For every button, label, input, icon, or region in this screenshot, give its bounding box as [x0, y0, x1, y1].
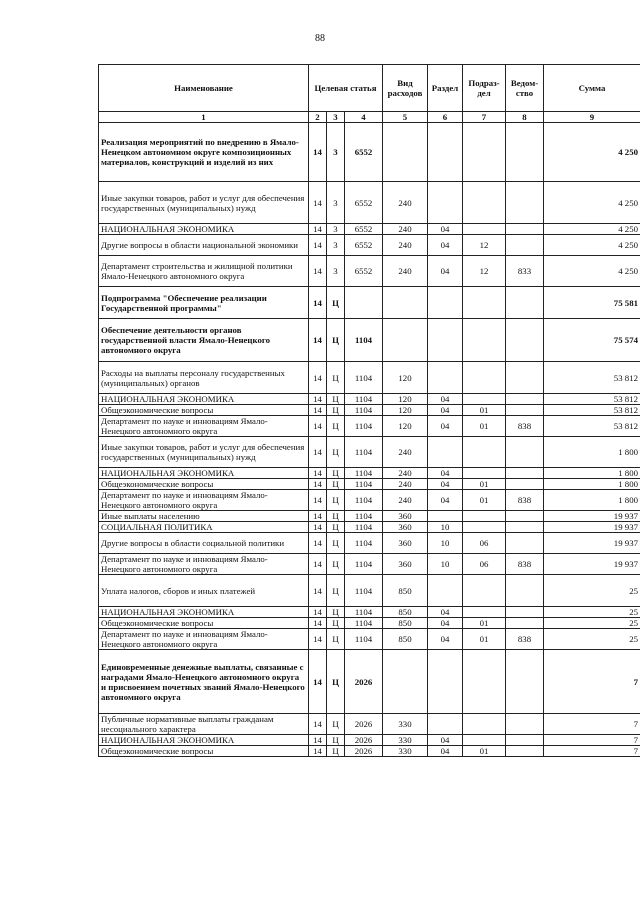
cell-section: 10 [428, 554, 463, 575]
cell-name: Департамент строительства и жилищной политики Ямало-Ненецкого автономного округа [99, 256, 309, 287]
cell-name: Иные выплаты населению [99, 511, 309, 522]
cell-expense-type: 240 [383, 490, 428, 511]
cell-subsection [463, 522, 506, 533]
cell-department: 838 [506, 554, 544, 575]
cell-expense-type: 120 [383, 405, 428, 416]
cell-department [506, 182, 544, 224]
cell-name: Публичные нормативные выплаты гражданам несоциального характера [99, 714, 309, 735]
cell-program: 14 [309, 224, 327, 235]
cell-subprogram: 3 [327, 123, 345, 182]
cell-department [506, 394, 544, 405]
cell-name: Общеэкономические вопросы [99, 746, 309, 757]
cell-department [506, 511, 544, 522]
cell-name: Единовременные денежные выплаты, связанные с наградами Ямало-Ненецкого автономного округа и присвоением почетных званий Ямало-Ненецкого автономного округа [99, 650, 309, 714]
cell-department [506, 479, 544, 490]
column-number: 4 [345, 112, 383, 123]
cell-subsection: 01 [463, 416, 506, 437]
cell-subsection: 01 [463, 490, 506, 511]
table-row [99, 650, 640, 714]
cell-expense-type: 240 [383, 468, 428, 479]
table-row [99, 319, 640, 362]
cell-subsection [463, 182, 506, 224]
cell-sum: 19 937 [544, 522, 640, 533]
cell-direction: 1104 [345, 416, 383, 437]
cell-section: 04 [428, 629, 463, 650]
cell-sum: 53 812 [544, 405, 640, 416]
cell-sum: 75 581 [544, 287, 640, 319]
cell-sum: 7 [544, 714, 640, 735]
cell-sum: 25 [544, 629, 640, 650]
column-number: 9 [544, 112, 640, 123]
cell-name: СОЦИАЛЬНАЯ ПОЛИТИКА [99, 522, 309, 533]
cell-sum: 1 800 [544, 490, 640, 511]
cell-name: НАЦИОНАЛЬНАЯ ЭКОНОМИКА [99, 468, 309, 479]
cell-subsection [463, 362, 506, 394]
cell-subprogram: 3 [327, 235, 345, 256]
cell-sum: 1 800 [544, 479, 640, 490]
cell-direction: 1104 [345, 575, 383, 607]
cell-subprogram: Ц [327, 746, 345, 757]
cell-sum: 4 250 [544, 182, 640, 224]
table-row [99, 629, 640, 650]
cell-subsection: 01 [463, 629, 506, 650]
cell-department [506, 235, 544, 256]
cell-subsection [463, 468, 506, 479]
cell-expense-type: 120 [383, 416, 428, 437]
cell-department [506, 287, 544, 319]
cell-section [428, 362, 463, 394]
cell-direction: 6552 [345, 224, 383, 235]
cell-section [428, 511, 463, 522]
cell-subsection [463, 607, 506, 618]
cell-expense-type: 330 [383, 714, 428, 735]
cell-program: 14 [309, 522, 327, 533]
cell-subprogram: 3 [327, 224, 345, 235]
cell-section: 04 [428, 405, 463, 416]
cell-subsection [463, 394, 506, 405]
cell-subprogram: Ц [327, 522, 345, 533]
cell-subsection [463, 287, 506, 319]
cell-sum: 4 250 [544, 123, 640, 182]
cell-department [506, 746, 544, 757]
table-row [99, 235, 640, 256]
cell-direction: 1104 [345, 405, 383, 416]
cell-expense-type: 360 [383, 522, 428, 533]
cell-department [506, 650, 544, 714]
cell-subprogram: Ц [327, 650, 345, 714]
cell-direction: 1104 [345, 362, 383, 394]
column-number: 7 [463, 112, 506, 123]
cell-program: 14 [309, 533, 327, 554]
cell-sum: 53 812 [544, 362, 640, 394]
cell-subprogram: Ц [327, 490, 345, 511]
cell-department: 838 [506, 416, 544, 437]
table-row [99, 554, 640, 575]
column-number: 5 [383, 112, 428, 123]
cell-section: 04 [428, 735, 463, 746]
table-row [99, 575, 640, 607]
cell-subprogram: Ц [327, 479, 345, 490]
cell-section: 04 [428, 235, 463, 256]
cell-subsection [463, 224, 506, 235]
cell-name: Общеэкономические вопросы [99, 479, 309, 490]
cell-name: Общеэкономические вопросы [99, 618, 309, 629]
cell-direction: 1104 [345, 468, 383, 479]
cell-program: 14 [309, 511, 327, 522]
cell-subsection: 12 [463, 256, 506, 287]
cell-section [428, 437, 463, 468]
cell-sum: 7 [544, 735, 640, 746]
cell-name: НАЦИОНАЛЬНАЯ ЭКОНОМИКА [99, 735, 309, 746]
cell-program: 14 [309, 256, 327, 287]
cell-expense-type: 360 [383, 533, 428, 554]
cell-program: 14 [309, 735, 327, 746]
cell-program: 14 [309, 618, 327, 629]
cell-sum: 19 937 [544, 511, 640, 522]
cell-program: 14 [309, 468, 327, 479]
cell-direction: 1104 [345, 607, 383, 618]
cell-sum: 53 812 [544, 394, 640, 405]
cell-department [506, 319, 544, 362]
cell-sum: 4 250 [544, 256, 640, 287]
cell-direction: 6552 [345, 235, 383, 256]
cell-direction: 1104 [345, 629, 383, 650]
table-row [99, 224, 640, 235]
cell-name: Другие вопросы в области национальной экономики [99, 235, 309, 256]
cell-name: НАЦИОНАЛЬНАЯ ЭКОНОМИКА [99, 224, 309, 235]
budget-table [98, 64, 640, 757]
cell-section: 04 [428, 490, 463, 511]
table-row [99, 256, 640, 287]
cell-direction: 6552 [345, 256, 383, 287]
cell-direction: 1104 [345, 394, 383, 405]
cell-subprogram: Ц [327, 287, 345, 319]
cell-department: 833 [506, 256, 544, 287]
cell-expense-type: 330 [383, 735, 428, 746]
cell-program: 14 [309, 575, 327, 607]
cell-subprogram: Ц [327, 362, 345, 394]
cell-expense-type [383, 650, 428, 714]
table-row [99, 746, 640, 757]
cell-sum: 1 800 [544, 468, 640, 479]
table-row [99, 714, 640, 735]
table-row [99, 511, 640, 522]
cell-expense-type: 240 [383, 437, 428, 468]
cell-subprogram: Ц [327, 437, 345, 468]
cell-subprogram: Ц [327, 618, 345, 629]
cell-sum: 4 250 [544, 235, 640, 256]
cell-program: 14 [309, 479, 327, 490]
cell-expense-type [383, 123, 428, 182]
cell-section: 10 [428, 533, 463, 554]
cell-direction: 1104 [345, 479, 383, 490]
page-number: 88 [315, 33, 325, 44]
cell-direction: 2026 [345, 735, 383, 746]
cell-direction: 1104 [345, 618, 383, 629]
cell-subprogram: Ц [327, 554, 345, 575]
cell-department [506, 362, 544, 394]
cell-program: 14 [309, 394, 327, 405]
cell-sum: 4 250 [544, 224, 640, 235]
cell-section [428, 319, 463, 362]
table-row [99, 437, 640, 468]
cell-name: Департамент по науке и инновациям Ямало-Ненецкого автономного округа [99, 629, 309, 650]
cell-subprogram: Ц [327, 511, 345, 522]
table-row [99, 618, 640, 629]
cell-name: Иные закупки товаров, работ и услуг для обеспечения государственных (муниципальных) нужд [99, 437, 309, 468]
cell-department [506, 607, 544, 618]
cell-expense-type: 240 [383, 479, 428, 490]
header-subsection: Подраз-дел [463, 65, 506, 112]
table-row [99, 123, 640, 182]
cell-section: 04 [428, 618, 463, 629]
table-row [99, 287, 640, 319]
cell-expense-type: 850 [383, 575, 428, 607]
cell-expense-type: 360 [383, 554, 428, 575]
cell-department [506, 123, 544, 182]
cell-subsection [463, 123, 506, 182]
cell-subsection: 01 [463, 479, 506, 490]
cell-program: 14 [309, 182, 327, 224]
cell-name: Подпрограмма "Обеспечение реализации Государственной программы" [99, 287, 309, 319]
cell-expense-type [383, 319, 428, 362]
cell-direction: 1104 [345, 511, 383, 522]
column-number: 3 [327, 112, 345, 123]
cell-department [506, 714, 544, 735]
cell-subsection: 06 [463, 533, 506, 554]
cell-subsection: 12 [463, 235, 506, 256]
cell-program: 14 [309, 123, 327, 182]
cell-name: Департамент по науке и инновациям Ямало-Ненецкого автономного округа [99, 416, 309, 437]
cell-section: 04 [428, 394, 463, 405]
cell-name: Обеспечение деятельности органов государственной власти Ямало-Ненецкого автономного округа [99, 319, 309, 362]
cell-subprogram: Ц [327, 405, 345, 416]
cell-name: Расходы на выплаты персоналу государственных (муниципальных) органов [99, 362, 309, 394]
cell-program: 14 [309, 362, 327, 394]
cell-subsection: 01 [463, 746, 506, 757]
cell-program: 14 [309, 629, 327, 650]
cell-name: НАЦИОНАЛЬНАЯ ЭКОНОМИКА [99, 607, 309, 618]
cell-expense-type: 120 [383, 362, 428, 394]
cell-department [506, 533, 544, 554]
cell-subsection [463, 575, 506, 607]
cell-program: 14 [309, 437, 327, 468]
cell-department [506, 224, 544, 235]
cell-expense-type: 360 [383, 511, 428, 522]
cell-direction: 6552 [345, 123, 383, 182]
cell-direction: 1104 [345, 437, 383, 468]
cell-department [506, 735, 544, 746]
cell-name: Реализация мероприятий по внедрению в Ямало-Ненецком автономном округе композиционных материалов, конструкций и изделий из них [99, 123, 309, 182]
cell-name: НАЦИОНАЛЬНАЯ ЭКОНОМИКА [99, 394, 309, 405]
cell-department [506, 575, 544, 607]
cell-program: 14 [309, 607, 327, 618]
cell-subprogram: Ц [327, 575, 345, 607]
cell-direction: 1104 [345, 522, 383, 533]
cell-expense-type: 240 [383, 182, 428, 224]
cell-program: 14 [309, 490, 327, 511]
cell-section: 04 [428, 224, 463, 235]
cell-section: 04 [428, 256, 463, 287]
cell-sum: 25 [544, 607, 640, 618]
cell-expense-type: 850 [383, 618, 428, 629]
cell-section: 04 [428, 468, 463, 479]
cell-department [506, 468, 544, 479]
cell-subprogram: 3 [327, 182, 345, 224]
cell-direction: 2026 [345, 746, 383, 757]
cell-direction: 1104 [345, 533, 383, 554]
cell-name: Департамент по науке и инновациям Ямало-Ненецкого автономного округа [99, 490, 309, 511]
cell-sum: 19 937 [544, 533, 640, 554]
column-number: 2 [309, 112, 327, 123]
cell-expense-type: 120 [383, 394, 428, 405]
cell-program: 14 [309, 416, 327, 437]
cell-name: Департамент по науке и инновациям Ямало-Ненецкого автономного округа [99, 554, 309, 575]
table-row [99, 405, 640, 416]
cell-section [428, 287, 463, 319]
cell-section [428, 714, 463, 735]
cell-department: 838 [506, 629, 544, 650]
table-body [99, 123, 640, 757]
cell-direction: 1104 [345, 554, 383, 575]
cell-sum: 25 [544, 618, 640, 629]
table-row [99, 394, 640, 405]
cell-program: 14 [309, 287, 327, 319]
cell-program: 14 [309, 319, 327, 362]
cell-expense-type: 240 [383, 235, 428, 256]
table-row [99, 182, 640, 224]
cell-direction [345, 287, 383, 319]
cell-expense-type: 240 [383, 224, 428, 235]
cell-sum: 75 574 [544, 319, 640, 362]
header-section: Раздел [428, 65, 463, 112]
table-row [99, 362, 640, 394]
table-row [99, 468, 640, 479]
cell-sum: 19 937 [544, 554, 640, 575]
column-number: 1 [99, 112, 309, 123]
column-number-row [99, 112, 640, 123]
cell-expense-type: 330 [383, 746, 428, 757]
header-target-article: Целевая статья [309, 65, 383, 112]
cell-subprogram: 3 [327, 256, 345, 287]
header-expense-type: Вид расходов [383, 65, 428, 112]
cell-department [506, 437, 544, 468]
cell-name: Иные закупки товаров, работ и услуг для обеспечения государственных (муниципальных) нужд [99, 182, 309, 224]
cell-section: 04 [428, 416, 463, 437]
table-row [99, 416, 640, 437]
table-row [99, 522, 640, 533]
cell-section: 10 [428, 522, 463, 533]
cell-subprogram: Ц [327, 629, 345, 650]
cell-program: 14 [309, 650, 327, 714]
cell-subsection [463, 650, 506, 714]
cell-subsection [463, 437, 506, 468]
cell-name: Общеэкономические вопросы [99, 405, 309, 416]
cell-expense-type: 240 [383, 256, 428, 287]
cell-subprogram: Ц [327, 714, 345, 735]
header-row [99, 65, 640, 112]
cell-name: Уплата налогов, сборов и иных платежей [99, 575, 309, 607]
cell-subprogram: Ц [327, 416, 345, 437]
cell-subprogram: Ц [327, 533, 345, 554]
cell-subprogram: Ц [327, 394, 345, 405]
cell-subsection [463, 714, 506, 735]
cell-subsection [463, 319, 506, 362]
cell-department [506, 522, 544, 533]
header-sum: Сумма [544, 65, 640, 112]
cell-subsection: 01 [463, 405, 506, 416]
cell-subprogram: Ц [327, 468, 345, 479]
column-number: 8 [506, 112, 544, 123]
cell-sum: 7 [544, 746, 640, 757]
cell-program: 14 [309, 746, 327, 757]
cell-subsection [463, 511, 506, 522]
cell-direction: 1104 [345, 490, 383, 511]
cell-department: 838 [506, 490, 544, 511]
cell-subprogram: Ц [327, 735, 345, 746]
cell-section: 04 [428, 479, 463, 490]
cell-subsection [463, 735, 506, 746]
cell-program: 14 [309, 714, 327, 735]
table-row [99, 479, 640, 490]
cell-section [428, 123, 463, 182]
cell-section: 04 [428, 607, 463, 618]
table-row [99, 533, 640, 554]
cell-direction: 1104 [345, 319, 383, 362]
cell-sum: 53 812 [544, 416, 640, 437]
cell-sum: 25 [544, 575, 640, 607]
cell-direction: 6552 [345, 182, 383, 224]
cell-expense-type: 850 [383, 607, 428, 618]
cell-direction: 2026 [345, 714, 383, 735]
table-row [99, 607, 640, 618]
header-department: Ведом-ство [506, 65, 544, 112]
cell-program: 14 [309, 235, 327, 256]
cell-sum: 1 800 [544, 437, 640, 468]
cell-program: 14 [309, 554, 327, 575]
cell-section: 04 [428, 746, 463, 757]
cell-subsection: 01 [463, 618, 506, 629]
cell-name: Другие вопросы в области социальной политики [99, 533, 309, 554]
cell-subprogram: Ц [327, 319, 345, 362]
header-name: Наименование [99, 65, 309, 112]
cell-section [428, 650, 463, 714]
table-row [99, 490, 640, 511]
cell-expense-type: 850 [383, 629, 428, 650]
cell-program: 14 [309, 405, 327, 416]
cell-department [506, 405, 544, 416]
cell-subprogram: Ц [327, 607, 345, 618]
cell-section [428, 182, 463, 224]
cell-subsection: 06 [463, 554, 506, 575]
column-number: 6 [428, 112, 463, 123]
cell-section [428, 575, 463, 607]
cell-direction: 2026 [345, 650, 383, 714]
cell-department [506, 618, 544, 629]
cell-sum: 7 [544, 650, 640, 714]
cell-expense-type [383, 287, 428, 319]
table-row [99, 735, 640, 746]
